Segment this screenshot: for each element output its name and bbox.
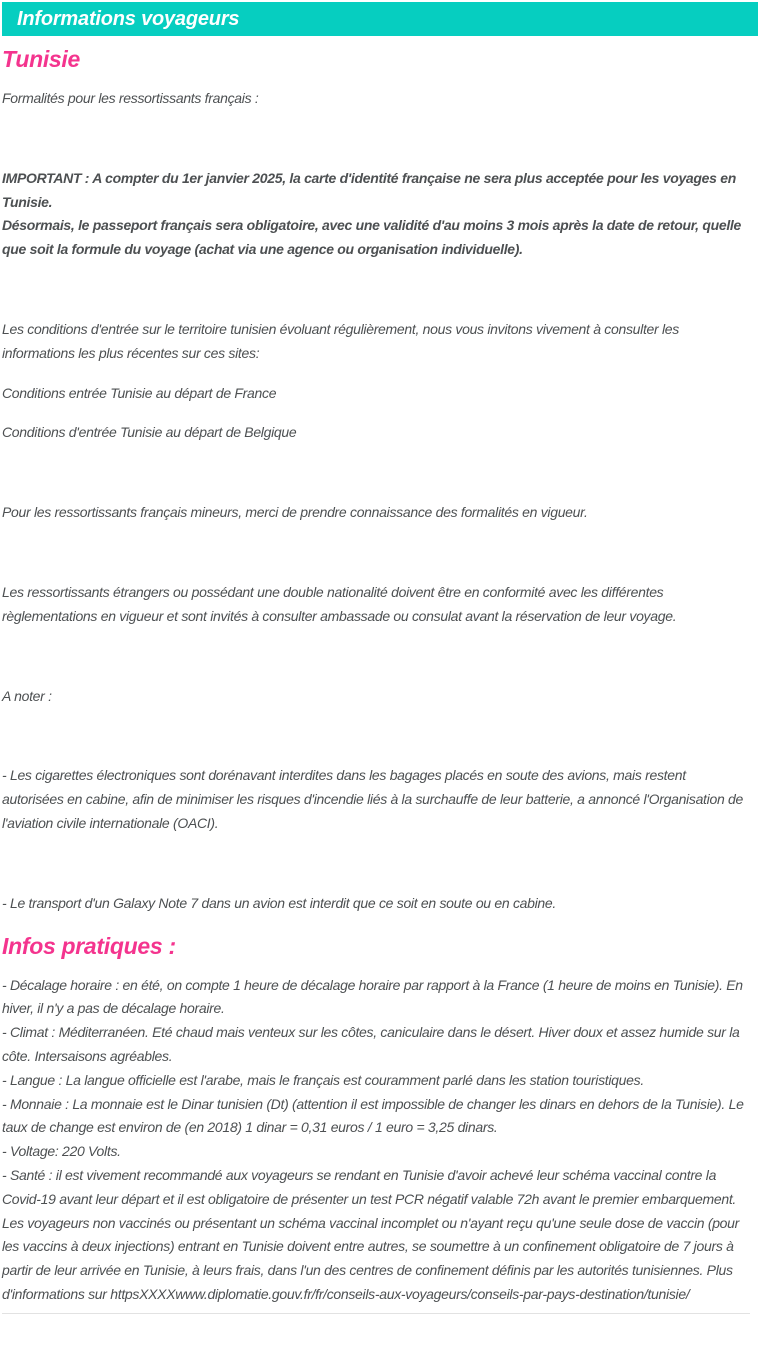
foreign-nationals-notice: Les ressortissants étrangers ou possédant une double nationalité doivent être en conformité avec les différentes règlementations en vigueur et sont invités à consulter ambassade ou consulat avant la réservation de leur voyage.	[2, 583, 677, 624]
galaxy-note7-notice: - Le transport d'un Galaxy Note 7 dans un avion est interdit que ce soit en soute ou en cabine.	[2, 894, 556, 911]
page-title: Informations voyageurs	[17, 8, 240, 30]
practical-info-heading: Infos pratiques :	[2, 932, 176, 959]
formalities-intro: Formalités pour les ressortissants français :	[2, 90, 259, 106]
important-notice-line2: Désormais, le passeport français sera obligatoire, avec une validité d'au moins 3 mois après la date de retour, quelle que soit la formule du voyage (achat via une agence ou organisation individuelle).	[2, 217, 741, 258]
important-notice	[2, 167, 750, 262]
practical-info-list	[2, 974, 750, 1307]
blank-line	[2, 278, 750, 302]
practical-info-language: - Langue : La langue officielle est l'arabe, mais le français est couramment parlé dans les station touristiques.	[2, 1071, 644, 1088]
country-heading: Tunisie	[2, 46, 80, 72]
blank-line	[2, 852, 750, 876]
practical-info-timezone: - Décalage horaire : en été, on compte 1 heure de décalage horaire par rapport à la France (1 heure de moins en Tunisie). En hiver, il n'y a pas de décalage horaire.	[2, 976, 743, 1017]
blank-line	[2, 127, 750, 151]
entry-conditions-intro: Les conditions d'entrée sur le territoire tunisien évoluant régulièrement, nous vous invitons vivement à consulter les informations les plus récentes sur ces sites:	[2, 320, 679, 361]
practical-info-climate: - Climat : Méditerranéen. Eté chaud mais venteux sur les côtes, caniculaire dans le désert. Hiver doux et assez humide sur la côte. Intersaisons agréables.	[2, 1024, 740, 1064]
link-conditions-belgique[interactable]: Conditions d'entrée Tunisie au départ de Belgique	[2, 424, 297, 441]
blank-line	[2, 645, 750, 669]
minors-notice: Pour les ressortissants français mineurs, merci de prendre connaissance des formalités en vigueur.	[2, 504, 588, 521]
important-notice-line1: IMPORTANT : A compter du 1er janvier 2025, la carte d'identité française ne sera plus acceptée pour les voyages en Tunisie.	[2, 169, 736, 210]
note-label: A noter :	[2, 687, 52, 704]
practical-info-currency: - Monnaie : La monnaie est le Dinar tunisien (Dt) (attention il est impossible de changer les dinars en dehors de la Tunisie). Le taux de change est environ de (en 2018) 1 dinar = 0,31 euros / 1 euro = 3,25 dinars.	[2, 1095, 744, 1136]
blank-line	[2, 461, 750, 485]
page-header	[2, 2, 758, 36]
blank-line	[2, 724, 750, 748]
content-area	[0, 45, 758, 1314]
ecigarettes-notice: - Les cigarettes électroniques sont dorénavant interdites dans les bagages placés en soute des avions, mais restent autorisées en cabine, afin de minimiser les risques d'incendie liés à la surchauffe de leur batterie, a annoncé l'Organisation de l'aviation civile internationale (OACI).	[2, 767, 743, 831]
practical-info-voltage: - Voltage: 220 Volts.	[2, 1143, 121, 1160]
bottom-divider	[2, 1313, 750, 1314]
link-conditions-france[interactable]: Conditions entrée Tunisie au départ de France	[2, 384, 277, 401]
blank-line	[2, 541, 750, 565]
practical-info-health: - Santé : il est vivement recommandé aux voyageurs se rendant en Tunisie d'avoir achevé leur schéma vaccinal contre la Covid-19 avant leur départ et il est obligatoire de présenter un test PCR négatif valable 72h avant le premier embarquement. Les voyageurs non vaccinés ou présentant un schéma vaccinal incomplet ou n'ayant reçu qu'une seule dose de vaccin (pour les vaccins à deux injections) entrant en Tunisie doivent entre autres, se soumettre à un confinement obligatoire de 7 jours à partir de leur arrivée en Tunisie, à leurs frais, dans l'un des centres de confinement définis par les autorités tunisiennes. Plus d'informations sur httpsXXXXwww.diplomatie.gouv.fr/fr/conseils-aux-voyageurs/conseils-par-pays-destination/tunisie/	[2, 1166, 740, 1302]
